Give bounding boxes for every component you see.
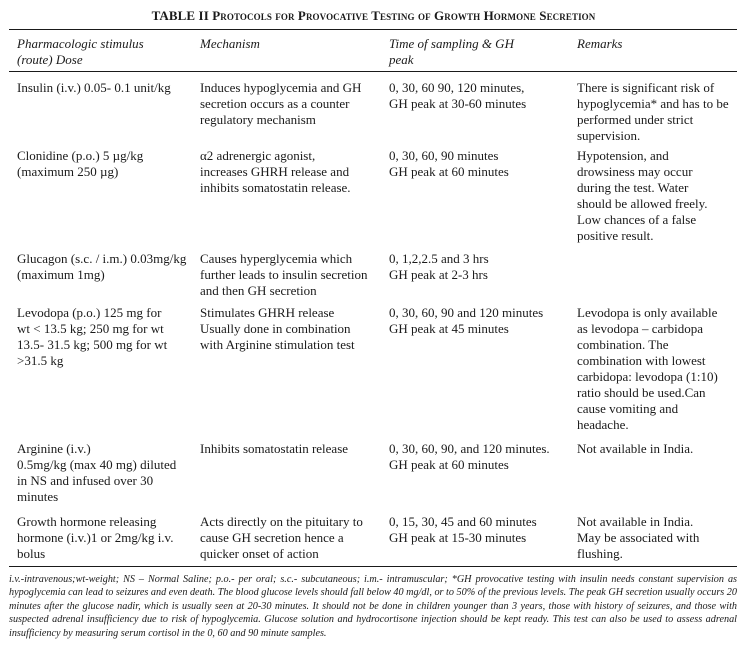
row-levodopa-mechanism: Stimulates GHRH release Usually done in combination with Arginine stimulation test	[200, 305, 355, 352]
row-arginine-sampling: 0, 30, 60, 90, and 120 minutes. GH peak at 60 minutes	[389, 441, 550, 472]
row-clonidine-stimulus: Clonidine (p.o.) 5 µg/kg (maximum 250 µg)	[17, 148, 144, 179]
table-number: TABLE II	[151, 8, 209, 23]
row-arginine-mechanism: Inhibits somatostatin release	[200, 441, 349, 456]
header-stimulus: Pharmacologic stimulus (route) Dose	[17, 36, 144, 67]
row-ghrh-stimulus: Growth hormone releasing hormone (i.v.)1 or 2mg/kg i.v. bolus	[17, 514, 174, 561]
row-ghrh-sampling: 0, 15, 30, 45 and 60 minutes GH peak at 15-30 minutes	[389, 514, 537, 545]
row-glucagon-mechanism: Causes hyperglycemia which further leads to insulin secretion and then GH secretion	[200, 251, 368, 298]
row-clonidine-sampling: 0, 30, 60, 90 minutes GH peak at 60 minutes	[389, 148, 509, 179]
top-rule	[9, 29, 737, 30]
header-remarks: Remarks	[577, 36, 623, 51]
header-rule	[9, 71, 737, 72]
row-clonidine-remarks: Hypotension, and drowsiness may occur during the test. Water should be allowed freely. Low chances of a false positive result.	[577, 148, 708, 243]
row-insulin-sampling: 0, 30, 60 90, 120 minutes, GH peak at 30-60 minutes	[389, 80, 527, 111]
row-glucagon-sampling: 0, 1,2,2.5 and 3 hrs GH peak at 2-3 hrs	[389, 251, 489, 282]
row-ghrh-remarks: Not available in India. May be associated with flushing.	[577, 514, 700, 561]
row-arginine-stimulus: Arginine (i.v.) 0.5mg/kg (max 40 mg) diluted in NS and infused over 30 minutes	[17, 441, 177, 504]
row-arginine-remarks: Not available in India.	[577, 441, 694, 456]
row-glucagon-stimulus: Glucagon (s.c. / i.m.) 0.03mg/kg (maximum 1mg)	[17, 251, 187, 282]
row-clonidine-mechanism: α2 adrenergic agonist, increases GHRH release and inhibits somatostatin release.	[200, 148, 351, 195]
row-levodopa-stimulus: Levodopa (p.o.) 125 mg for wt < 13.5 kg; 250 mg for wt 13.5- 31.5 kg; 500 mg for wt >31.5 kg	[17, 305, 168, 368]
table-footnote: i.v.-intravenous;wt-weight; NS – Normal Saline; p.o.- per oral; s.c.- subcutaneous; i.m.- intramuscular; *GH provocative testing with insulin needs constant supervision as hypoglycemia can lead to seizures and even death. The blood glucose levels should fall below 40 mg/dl, or to 50% of the previous levels. The peak GH secretion usually occurs 20 minutes after the glucose nadir, which is usually seen at 20-30 minutes. It should not be done in children younger than 3 years, those with history of seizures, and those with suspected adrenal insufficiency due to risk of hypoglycemia. Glucose solution and hydrocortisone injection should be kept ready. This test can also be used to assess adrenal insufficiency by measuring serum cortisol in the 0, 60 and 90 minute samples.	[9, 574, 737, 639]
row-levodopa-remarks: Levodopa is only available as levodopa – carbidopa combination. The combination with lowest carbidopa: levodopa (1:10) ratio should be used.Can cause vomiting and headache.	[577, 305, 718, 432]
header-mechanism: Mechanism	[200, 36, 260, 51]
header-sampling: Time of sampling & GH peak	[389, 36, 514, 67]
row-ghrh-mechanism: Acts directly on the pituitary to cause GH secretion hence a quicker onset of action	[200, 514, 363, 561]
row-insulin-mechanism: Induces hypoglycemia and GH secretion occurs as a counter regulatory mechanism	[200, 80, 362, 127]
table-title	[0, 8, 747, 24]
bottom-rule	[9, 566, 737, 567]
row-levodopa-sampling: 0, 30, 60, 90 and 120 minutes GH peak at 45 minutes	[389, 305, 544, 336]
table-caption: Protocols for Provocative Testing of Growth Hormone Secretion	[212, 8, 596, 23]
row-insulin-remarks: There is significant risk of hypoglycemia* and has to be performed under strict supervision.	[577, 80, 729, 143]
row-insulin-stimulus: Insulin (i.v.) 0.05- 0.1 unit/kg	[17, 80, 171, 95]
